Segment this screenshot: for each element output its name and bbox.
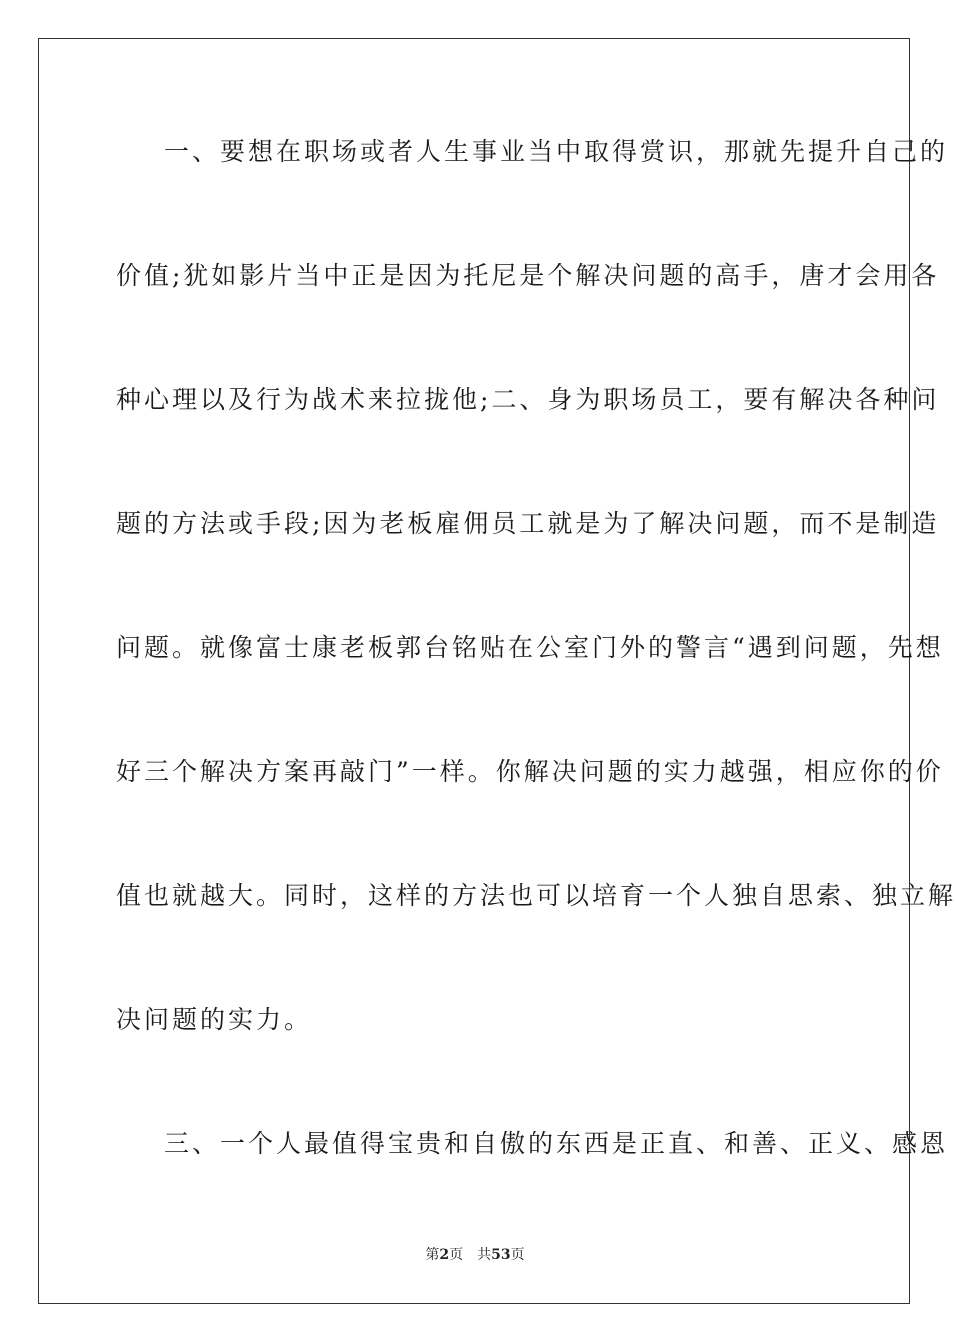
paragraph-1-line-2: 价值;犹如影片当中正是因为托尼是个解决问题的高手，唐才会用各 xyxy=(116,261,940,290)
paragraph-1-line-1: 一、要想在职场或者人生事业当中取得赏识，那就先提升自己的 xyxy=(164,137,949,166)
page-footer xyxy=(0,1246,950,1264)
total-pages-indicator xyxy=(477,1247,524,1263)
paragraph-1-line-3: 种心理以及行为战术来拉拢他;二、身为职场员工，要有解决各种问 xyxy=(116,385,940,414)
paragraph-1-line-7: 值也就越大。同时，这样的方法也可以培育一个人独自思索、独立解 xyxy=(116,881,956,910)
page-number: 2 xyxy=(439,1247,450,1263)
page-indicator xyxy=(425,1247,463,1263)
paragraph-1-line-4: 题的方法或手段;因为老板雇佣员工就是为了解决问题，而不是制造 xyxy=(116,509,940,538)
page-prefix: 第 xyxy=(425,1247,440,1263)
paragraph-1-line-5: 问题。就像富士康老板郭台铭贴在公室门外的警言“遇到问题，先想 xyxy=(116,633,944,662)
total-pages: 53 xyxy=(491,1247,511,1263)
total-prefix: 共 xyxy=(477,1247,492,1263)
paragraph-1-line-6: 好三个解决方案再敲门”一样。你解决问题的实力越强，相应你的价 xyxy=(116,757,944,786)
paragraph-1-line-8: 决问题的实力。 xyxy=(116,1005,313,1034)
total-suffix: 页 xyxy=(510,1247,525,1263)
page-suffix: 页 xyxy=(449,1247,464,1263)
page-border xyxy=(38,38,956,1304)
paragraph-2-line-1: 三、一个人最值得宝贵和自傲的东西是正直、和善、正义、感恩 xyxy=(164,1129,949,1158)
